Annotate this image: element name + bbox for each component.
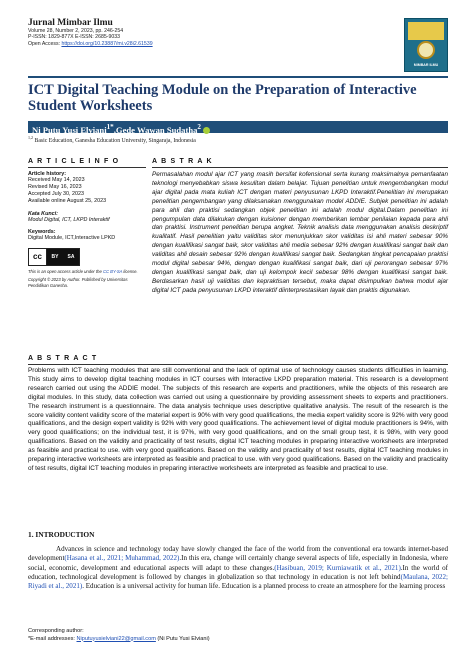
affiliation-text: Basic Education, Ganesha Education University, Singaraja, Indonesia (33, 137, 196, 144)
abstrak-rule (152, 167, 448, 168)
kata-kunci-label: Kata Kunci: (28, 211, 58, 217)
email-line (28, 636, 448, 644)
abstract-rule (28, 364, 448, 365)
author-2-sup: 2 (197, 123, 201, 131)
author-bar (28, 121, 448, 133)
email-prefix: *E-mail addresses: (28, 635, 77, 642)
article-info-rule (28, 167, 146, 168)
keywords-label: Keywords: (28, 229, 56, 235)
author-1: Ni Putu Yusi Elviani (32, 124, 107, 135)
abstrak-panel (152, 158, 448, 296)
abstract-heading: A B S T R A C T (28, 355, 98, 362)
license-suffix: license. (122, 269, 138, 274)
header-divider (28, 76, 448, 78)
doi-link[interactable]: https://doi.org/10.23887/mi.v28i2.61539 (61, 40, 153, 47)
journal-name: Jurnal Mimbar Ilmu (28, 18, 113, 28)
copyright-text: Copyright © 2023 by Author. Published by Universitas Pendidikan Ganesha. (28, 277, 128, 288)
affiliation (28, 135, 196, 144)
corresponding-label: Corresponding author: (28, 628, 84, 634)
abstract-body: Problems with ICT teaching modules that are still conventional and the lack of optimal use of technology causes students difficulties in learning. This study aims to develop digital teaching modules in ICT courses with Interactive LKPD preparation material. This research is a development research carried out using the ADDIE model. The subjects of this research are experts and practitioners, while the objects of this research are digital modules. In this study, data collection was carried out using a questionnaire by providing assessment sheets to experts and practitioners. The research instrument is a questionnaire. The data analysis technique uses descriptive qualitative analysis. The result of the research is the score validity content validity score of the material expert is 90% with very good qualifications, the media expert validity score is 92% with very good qualifications, and the design expert validity is 92% with very good qualifications. The achievement level of digital module practitioners is 94%, with very good qualifications; on the individual test, it is 97%, with very good qualifications, and on the small group test, it is 98%, with very good qualifications. Based on the validity and practicality of test results, digital ICT teaching modules in preparing interactive worksheets are interpreted as feasible and practical to use. with very good qualifications. Based on the validity and practicality of test results, digital ICT teaching modules in preparing interactive worksheets are interpreted as feasible and practical to use. with very good qualifications. Based on the validity and practicality of test results, digital ICT teaching modules in preparing interactive worksheets are interpreted as feasible and practical to use. (28, 367, 448, 472)
intro-text-4: . Education is a universal activity for human life. Education is a planned process to create an atmosphere for the learning process (82, 582, 446, 591)
footnote (28, 628, 448, 643)
article-info-heading: A R T I C L E I N F O (28, 158, 120, 165)
history-revised: Revised May 16, 2023 (28, 184, 82, 190)
journal-header (28, 18, 448, 74)
license-link[interactable]: CC BY-SA (102, 269, 123, 274)
paper-title: ICT Digital Teaching Module on the Preparation of Interactive Student Worksheets (28, 82, 417, 114)
citation-link[interactable]: (Maulana, 2022; Riyadi et al., 2021) (28, 572, 448, 591)
license-prefix: This is an open access article under the (28, 269, 103, 274)
orcid-icon[interactable] (203, 127, 210, 134)
cc-conditions (47, 249, 79, 265)
kata-kunci-text: Modul Digital, ICT, LKPD Interaktif (28, 217, 110, 223)
author-2: ,Gede Wawan Sudatha (113, 124, 198, 135)
article-info-panel (28, 158, 146, 288)
introduction-paragraph (28, 545, 448, 591)
license-text (28, 269, 146, 274)
journal-cover-image (404, 18, 448, 72)
cover-emblem (417, 41, 435, 59)
history-label: Article history: (28, 171, 67, 177)
cc-by-label: BY (51, 254, 59, 260)
history-online: Available online August 25, 2023 (28, 198, 107, 204)
abstrak-heading: A B S T R A K (152, 158, 213, 165)
affiliation-sup: 1,2 (28, 135, 33, 140)
history-received: Received May 14, 2023 (28, 177, 85, 183)
citation-link[interactable]: (Hasibuan, 2019; Kurniawatik et al., 2021) (274, 563, 401, 572)
history-accepted: Accepted July 30, 2023 (28, 191, 85, 197)
author-email-link[interactable]: Niputuyusielviani22@gmail.com (76, 635, 156, 642)
cover-title: MIMBAR ILMU (413, 63, 439, 67)
intro-text-3: .In the world of education, technological development is followed by changes in globalization so that technology in education is not left behind (28, 563, 448, 581)
cc-sa-label: SA (67, 254, 75, 260)
abstract-panel (28, 355, 448, 474)
intro-text-1: Advances in science and technology today have slowly changed the face of the world from the conventional era towards internet-based development (28, 545, 448, 563)
keywords-text: Digital Module, ICT,Interactive LPKD (28, 235, 116, 241)
introduction-heading: 1. INTRODUCTION (28, 530, 95, 539)
issn-line: P-ISSN: 1829-877X E-ISSN: 2685-9033 (28, 34, 120, 41)
open-access-line (28, 41, 448, 47)
open-access-label: Open Access: (28, 40, 62, 47)
citation-link[interactable]: (Hasana et al., 2021; Muhammad, 2022) (64, 554, 180, 563)
email-suffix: (Ni Putu Yusi Elviani) (155, 635, 210, 642)
intro-text-2: .In this era, change will certainly change several aspects of life, especially in Indonesia, where social, economic, development and educational aspects will adapt to these changes. (28, 554, 448, 572)
cc-icon: cc (29, 249, 47, 265)
abstrak-body: Permasalahan modul ajar ICT yang masih bersifat kofensional serta kurang maksimalnya pemanfaatan teknologi menyebabkan siswa kesulitan dalam belajar. Tujuan penelitian untuk mengembangkan modul ajar digital pada mata kuliah ICT dengan materi penyusunan LKPD Interaktif.Penelitian ini merupakan penelitian pengembangan yang dilaksanakan menggunakan model ADDIE. Subjek penelitian ini adalah para ahli dan praktisi sedangkan objek penelitian ini adalah modul digital.Dalam penelitian ini pengumpulan data dilakukan dengan kuisioner dengan memberikan lembar penilaian kepada para ahli dan praktisi. Instrument penelitian berupa angket. Teknik analisis data menggunakan analisis deskriptif kualitatif. Hasil penelitian yaitu validitas skor menunjukkan skor validitas isi ahli materi sebesar 90% dengan kualifikasi sangat baik, skor validitas ahli media sebesar 92% dengan kualifikasi sangat baik dan validitas ahli desain sebesar 92% dengan kualifikasi sangat baik. Sedangkan tingkat pencapaian praktisi modul digital sebesar 94%, dengan dengan kualifikasi sangat baik, dari uji perorangan sebesar 97% dengan kualifikasi sangat baik, dan uji kelompok kecil sebesar 98% dengan kualifikasi sangat baik. Berdasarkan hasil uji validitas dan kepraktisan tersebut, maka dapat disimpulkan bahwa modul ajar digital ICT pada penyusunan LKPD interaktif diinterprestasikan layak dan praktis digunakan. (152, 171, 448, 294)
cc-license-badge[interactable] (28, 248, 80, 266)
author-1-sup: 1* (106, 123, 114, 131)
cover-banner (408, 22, 444, 40)
volume-line: Volume 28, Number 2, 2023, pp. 246-254 (28, 28, 124, 34)
introduction-section (28, 530, 448, 591)
